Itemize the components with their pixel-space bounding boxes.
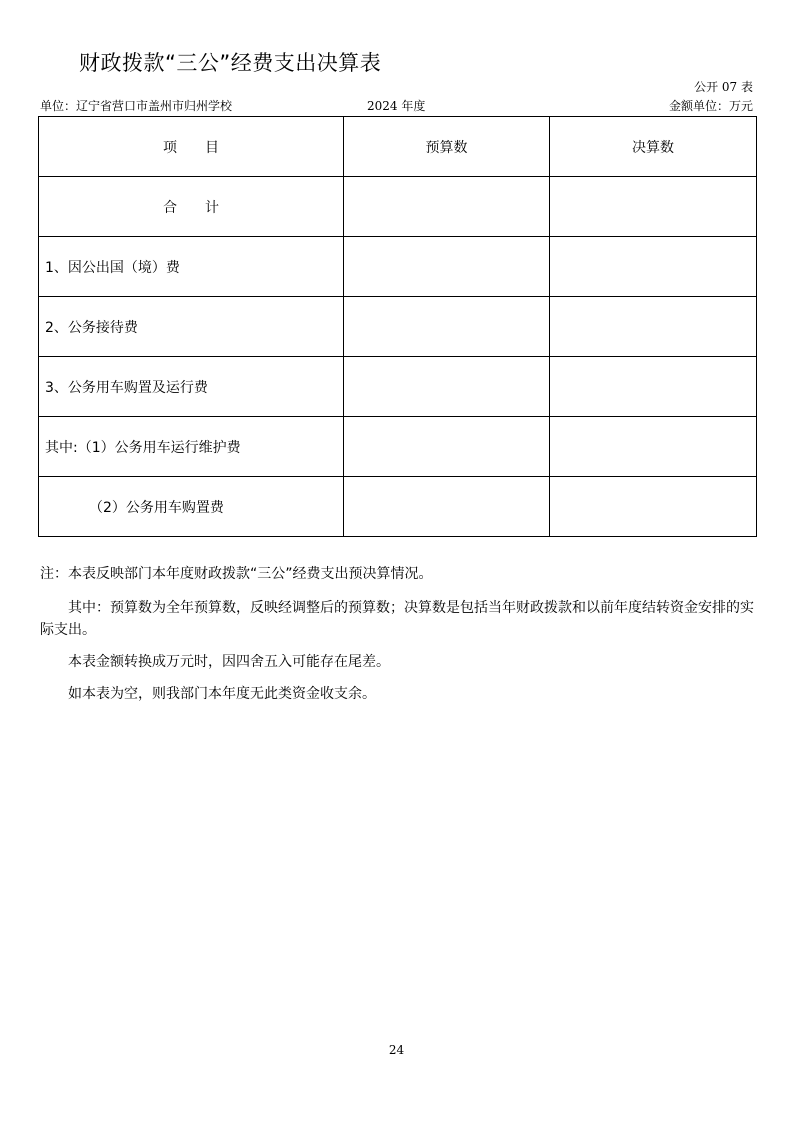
total-actual-cell [550,177,757,237]
row-label-reception: 2、公务接待费 [39,297,344,357]
table-row [39,297,757,357]
table-row [39,477,757,537]
actual-cell [550,417,757,477]
row-label-vehicles: 3、公务用车购置及运行费 [39,357,344,417]
reporting-unit: 单位：辽宁省营口市盖州市归州学校 [40,99,233,113]
document-title: 财政拨款“三公”经费支出决算表 [79,51,382,75]
budget-cell [344,297,550,357]
actual-cell [550,477,757,537]
page-number: 24 [388,1043,405,1057]
notes-section [40,563,756,715]
table-row [39,237,757,297]
note-paragraph: 如本表为空，则我部门本年度无此类资金收支余。 [68,686,376,702]
budget-cell [344,237,550,297]
budget-cell [344,357,550,417]
note-paragraph: 注：本表反映部门本年度财政拨款“三公”经费支出预决算情况。 [40,566,433,582]
row-label-vehicle-purchase: （2）公务用车购置费 [39,477,344,537]
actual-cell [550,297,757,357]
actual-cell [550,357,757,417]
row-label-overseas-travel: 1、因公出国（境）费 [39,237,344,297]
form-number: 公开 07 表 [694,80,753,94]
row-label-vehicle-operation: 其中:（1）公务用车运行维护费 [39,417,344,477]
total-budget-cell [344,177,550,237]
row-label-total: 合 计 [39,177,344,237]
table-row [39,357,757,417]
expenditure-table [38,116,757,537]
fiscal-year: 2024 年度 [367,99,426,113]
table-row-total [39,177,757,237]
actual-cell [550,237,757,297]
column-header-actual: 决算数 [550,117,757,177]
table-header-row [39,117,757,177]
amount-unit: 金额单位：万元 [668,99,753,113]
note-paragraph: 其中：预算数为全年预算数，反映经调整后的预算数；决算数是包括当年财政拨款和以前年度结转资金安排的实际支出。 [40,600,754,638]
note-paragraph: 本表金额转换成万元时，因四舍五入可能存在尾差。 [68,654,390,670]
column-header-item: 项 目 [39,117,344,177]
table-row [39,417,757,477]
budget-cell [344,477,550,537]
column-header-budget: 预算数 [344,117,550,177]
budget-cell [344,417,550,477]
